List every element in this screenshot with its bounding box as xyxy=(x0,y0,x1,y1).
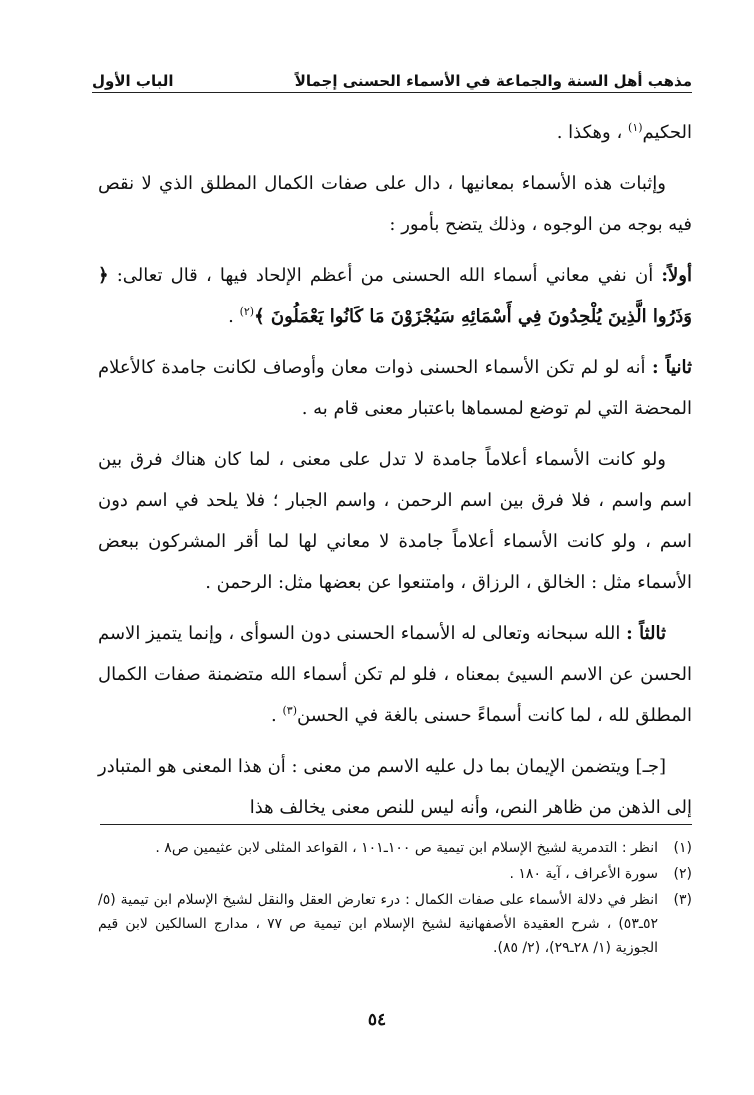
footnote-ref-2: (٢) xyxy=(239,305,255,318)
paragraph-4-lead: ثانياً : xyxy=(651,357,692,378)
footnote-number: (٣) xyxy=(673,892,692,908)
running-header xyxy=(92,60,692,90)
header-divider xyxy=(92,92,692,93)
paragraph-6 xyxy=(98,613,692,736)
paragraph-4-text: أنه لو لم تكن الأسماء الحسنى ذوات معان وأوصاف لكانت جامدة كالأعلام المحضة التي لم توضع لمسماها باعتبار معنى قام به . xyxy=(98,357,692,419)
paragraph-3-text: أن نفي معاني أسماء الله الحسنى من أعظم الإلحاد فيها ، قال تعالى: xyxy=(116,265,654,286)
footnote-number: (١) xyxy=(673,840,692,856)
header-chapter: الباب الأول xyxy=(92,72,174,90)
paragraph-3-lead: أولاً: xyxy=(661,265,692,286)
footnote-number: (٢) xyxy=(673,866,692,882)
footnote-ref-3: (٣) xyxy=(282,704,298,717)
paragraph-7: [جـ] ويتضمن الإيمان بما دل عليه الاسم من معنى : أن هذا المعنى هو المتبادر إلى الذهن من ظاهر النص، وأنه ليس للنص معنى يخالف هذا xyxy=(98,756,692,818)
paragraph-2: وإثبات هذه الأسماء بمعانيها ، دال على صفات الكمال المطلق الذي لا نقص فيه بوجه من الوجوه ، وذلك يتضح بأمور : xyxy=(98,173,692,235)
paragraph-6-tail: . xyxy=(271,705,277,726)
header-book-title: مذهب أهل السنة والجماعة في الأسماء الحسنى إجمالاً xyxy=(294,72,692,90)
paragraph-6-lead: ثالثاً : xyxy=(626,623,666,644)
paragraph-6-text: الله سبحانه وتعالى له الأسماء الحسنى دون السوأى ، وإنما يتميز الاسم الحسن عن الاسم السيئ بمعناه ، فلو لم تكن أسماء الله متضمنة صفات الكمال المطلق لله ، لما كانت أسماءً حسنى بالغة في الحسن xyxy=(98,623,692,726)
footnotes xyxy=(98,836,692,962)
paragraph-4 xyxy=(98,347,692,429)
footnote-ref-1: (١) xyxy=(628,121,643,134)
quran-verse: ﴿ وَذَرُوا الَّذِينَ يُلْحِدُونَ فِي أَسْمَائِهِ سَيُجْزَوْنَ مَا كَانُوا يَعْمَلُونَ ﴾ xyxy=(98,265,692,327)
footnote-text: انظر : التدمرية لشيخ الإسلام ابن تيمية ص ١٠٠ـ١٠١ ، القواعد المثلى لابن عثيمين ص٨ . xyxy=(155,840,658,856)
main-text xyxy=(98,112,692,838)
paragraph-3 xyxy=(98,255,692,337)
footnote-item xyxy=(98,888,692,960)
paragraph-1 xyxy=(98,112,692,153)
paragraph-3-tail: . xyxy=(228,306,234,327)
paragraph-5: ولو كانت الأسماء أعلاماً جامدة لا تدل على معنى ، لما كان هناك فرق بين اسم واسم ، فلا فرق بين اسم الرحمن ، واسم الجبار ؛ فلا يلحد في اسم دون اسم ، ولو كانت الأسماء أعلاماً جامدة لا معاني لها لما أقر المشركون ببعض الأسماء مثل : الخالق ، الرزاق ، وامتنعوا عن بعضها مثل: الرحمن . xyxy=(98,449,692,593)
page-number: ٥٤ xyxy=(367,1010,387,1030)
footnote-text: انظر في دلالة الأسماء على صفات الكمال : درء تعارض العقل والنقل لشيخ الإسلام ابن تيمية (٥/ ٥٢ـ٥٣) ، شرح العقيدة الأصفهانية لشيخ الإسلام ابن تيمية ص ٧٧ ، مدارج السالكين لابن قيم الجوزية (١/ ٢٨ـ٢٩)، (٢/ ٨٥). xyxy=(98,892,658,956)
footnote-item xyxy=(98,836,692,860)
paragraph-1-text: الحكيم xyxy=(642,122,692,143)
footnote-divider xyxy=(100,824,692,825)
footnote-item xyxy=(98,862,692,886)
paragraph-1-tail: ، وهكذا . xyxy=(556,122,623,143)
footnote-text: سورة الأعراف ، آية ١٨٠ . xyxy=(509,866,658,882)
